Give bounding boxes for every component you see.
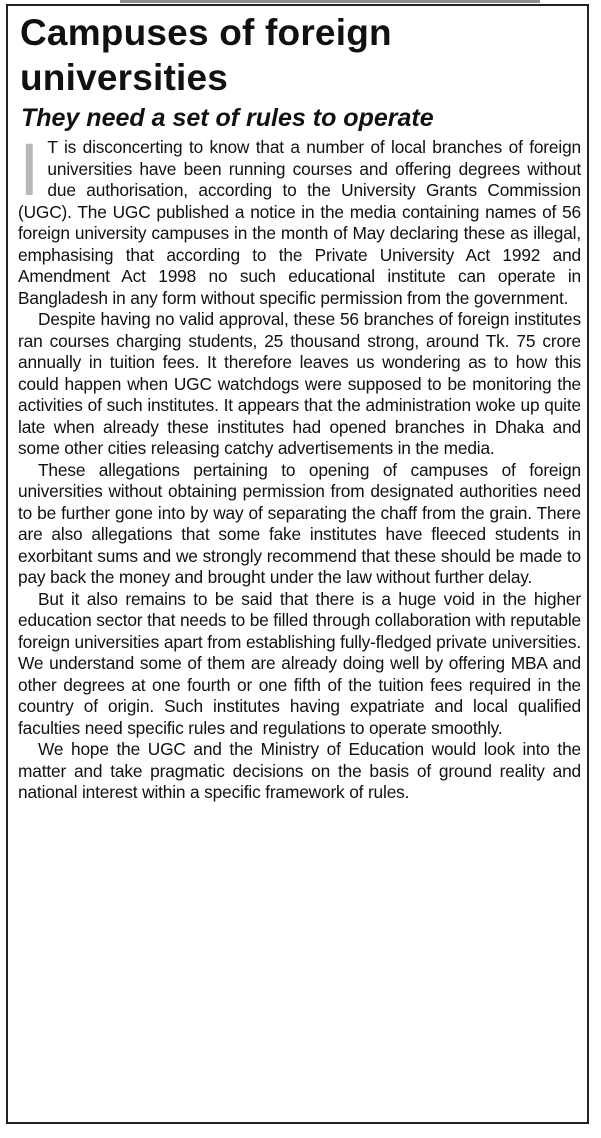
subheadline: They need a set of rules to operate (21, 104, 434, 132)
paragraph-3: These allegations pertaining to opening of campuses of foreign universities without obtaining permission from designated authorities need to be further gone into by way of separating the chaff from the grain. There are also allegations that some fake institutes have fleeced students in exorbitant sums and we strongly recommend that these should be made to pay back the money and brought under the law without further delay. (18, 459, 581, 587)
article-body (18, 128, 581, 804)
paragraph-2: Despite having no valid approval, these 56 branches of foreign institutes ran courses charging students, 25 thousand strong, around Tk. 75 crore annually in tuition fees. It therefore leaves us wondering as to how this could happen when UGC watchdogs were supposed to be monitoring the activities of such institutes. It appears that the administration woke up quite late when already these institutes had opened branches in Dhaka and some other cities releasing catchy advertisements in the media. (18, 309, 581, 458)
paragraph-4: But it also remains to be said that there is a huge void in the higher education sector that needs to be filled through collaboration with reputable foreign universities apart from establishing fully-fledged private universities. We understand some of them are already doing well by offering MBA and other degrees at one fourth or one fifth of the tuition fees required in the country of origin. Such institutes having expatriate and local qualified faculties need specific rules and regulations to operate smoothly. (18, 588, 581, 738)
headline: Campuses of foreign universities (20, 12, 392, 98)
paragraph-5: We hope the UGC and the Ministry of Education would look into the matter and take pragmatic decisions on the basis of ground reality and national interest within a specific framework of rules. (18, 739, 581, 802)
paragraph-1-text: T is disconcerting to know that a number of local branches of foreign universities have been running courses and offering degrees without due authorisation, according to the University Grants Commission (UGC). The UGC published a notice in the media containing names of 56 foreign university campuses in the month of May declaring these as illegal, emphasising that according to the Private University Act 1992 and Amendment Act 1998 no such educational institute can operate in Bangladesh in any form without specific permission from the government. (18, 137, 581, 308)
clipped-previous-text (120, 0, 540, 3)
paragraph-1 (18, 128, 581, 309)
drop-cap: I (19, 128, 40, 211)
